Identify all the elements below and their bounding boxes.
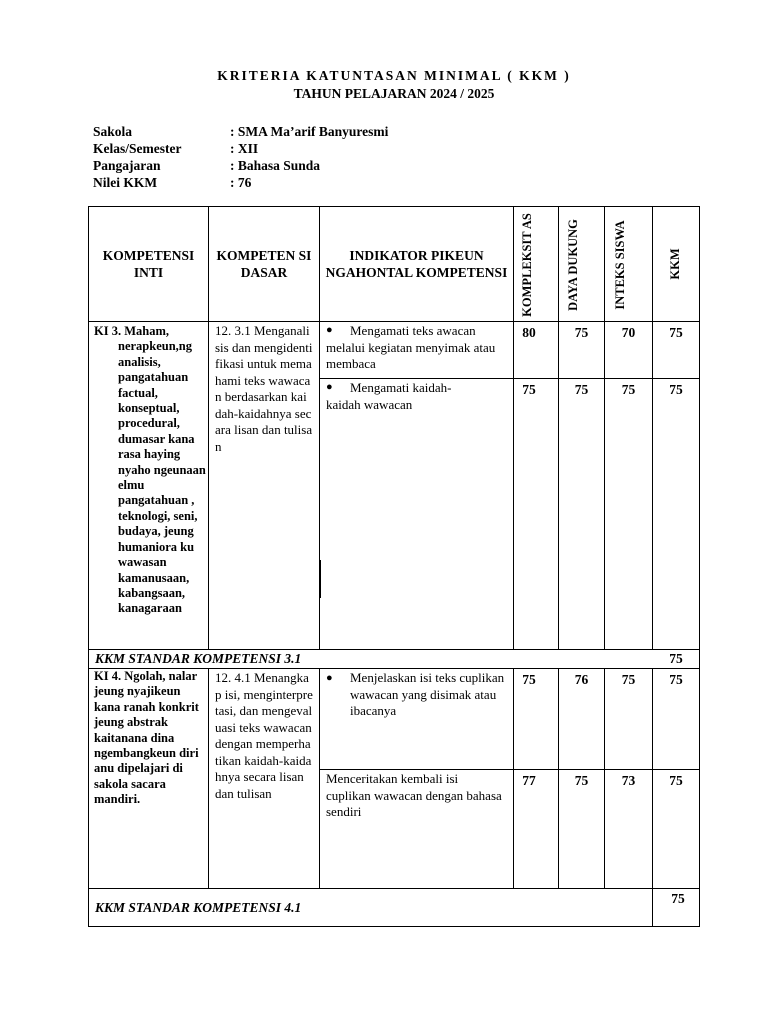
meta-subject xyxy=(93,157,388,174)
meta-kkm-label: Nilei KKM xyxy=(93,175,158,190)
col-komp xyxy=(513,206,514,650)
s1-r2-bullet: ● xyxy=(326,381,333,393)
table-border-bottom xyxy=(88,926,700,927)
meta-class-label: Kelas/Semester xyxy=(93,141,182,156)
s2-r2-kkm: 75 xyxy=(669,773,683,788)
meta-block xyxy=(93,123,388,191)
col-inteks xyxy=(604,206,605,650)
s1-standar-value: 75 xyxy=(669,651,683,666)
header-inteks-siswa: INTEKS SISWA xyxy=(613,220,627,310)
meta-subject-label: Pangajaran xyxy=(93,158,161,173)
s2-r2-daya-dukung: 75 xyxy=(574,773,589,788)
s1-r1-indikator: Mengamati teks awacan melalui kegiatan menyimak atau membaca xyxy=(326,323,496,371)
header-kd-text: KOMPETEN SI DASAR xyxy=(216,248,312,280)
s1-r2-indikator: Mengamati kaidah-kaidah wawacan xyxy=(326,380,452,412)
s2-standar-label: KKM STANDAR KOMPETENSI 4.1 xyxy=(95,900,302,915)
s2-r2-inteks-siswa: 73 xyxy=(621,773,636,788)
s1-r1-kompleksitas: 80 xyxy=(522,325,536,340)
header-kkm: KKM xyxy=(668,248,682,280)
s2-r1-daya-dukung: 76 xyxy=(574,672,589,687)
rule-s2-std-top xyxy=(88,888,700,889)
s1-r2-kkm: 75 xyxy=(669,382,683,397)
s2-r1-indikator: Menjelaskan isi teks cuplikan wawacan yang disimak atau ibacanya xyxy=(350,670,505,718)
rule-header xyxy=(88,321,700,322)
table-border-right xyxy=(699,206,700,927)
s1-r2-daya-dukung: 75 xyxy=(574,382,589,397)
s2-standar-value: 75 xyxy=(671,891,685,906)
header-indikator-text: INDIKATOR PIKEUN NGAHONTAL KOMPETENSI xyxy=(325,248,508,280)
meta-kkm-value: : 76 xyxy=(230,175,252,190)
s2-r1-bullet: ● xyxy=(326,672,333,684)
header-daya-dukung: DAYA DUKUNG xyxy=(566,219,580,311)
s2-r1-inteks-siswa: 75 xyxy=(621,672,636,687)
s1-r1-kkm: 75 xyxy=(669,325,683,340)
rule-s1-std-top xyxy=(88,649,700,650)
meta-subject-value: : Bahasa Sunda xyxy=(230,158,321,173)
s1-r1-bullet: ● xyxy=(326,324,333,336)
s1-r2-inteks-siswa: 75 xyxy=(621,382,636,397)
s1-r2-kompleksitas: 75 xyxy=(522,382,536,397)
meta-class xyxy=(93,140,388,157)
s2-r2-kompleksitas: 77 xyxy=(522,773,536,788)
s2-kd: 12. 4.1 Menangkap isi, menginterpretasi, dan mengevaluasi teks wawacan dengan memperhatikan kaidah-kaidahnya secara lisan dan tulisan xyxy=(215,670,313,801)
header-kompleksitas: KOMPLEKSIT AS xyxy=(520,213,534,317)
stray-mark xyxy=(320,560,321,598)
s1-r1-daya-dukung: 75 xyxy=(574,325,589,340)
col-ind-2 xyxy=(319,668,320,889)
s1-r1-inteks-siswa: 70 xyxy=(621,325,636,340)
s2-r2-indikator: Menceritakan kembali isi cuplikan wawacan dengan bahasa sendiri xyxy=(326,771,502,819)
col-kkm-2 xyxy=(652,668,653,927)
s2-r1-kompleksitas: 75 xyxy=(522,672,536,687)
header-ki xyxy=(89,207,208,321)
s1-standar-label: KKM STANDAR KOMPETENSI 3.1 xyxy=(95,651,302,666)
meta-class-value: : XII xyxy=(230,141,259,156)
header-indikator xyxy=(320,207,513,321)
meta-school-label: Sakola xyxy=(93,124,133,139)
rule-s1-row xyxy=(319,378,700,379)
col-kd-2 xyxy=(208,668,209,889)
meta-school xyxy=(93,123,388,140)
s1-ki: KI 3. Maham, nerapkeun,ng analisis, pangatahuan factual, konseptual, procedural, dumasar kana rasa haying nyaho ngeunaan elmu pangatahuan , teknologi, seni, budaya, jeung humaniora ku wawasan kamanusaan, kabangsaan, kanagaraan xyxy=(94,324,206,616)
rule-s2-row xyxy=(319,769,700,770)
document-title: KRITERIA KATUNTASAN MINIMAL ( KKM ) xyxy=(217,68,571,83)
meta-school-value: : SMA Ma’arif Banyuresmi xyxy=(230,124,389,139)
s2-r1-kkm: 75 xyxy=(669,672,683,687)
meta-kkm xyxy=(93,174,388,191)
document-subtitle: TAHUN PELAJARAN 2024 / 2025 xyxy=(293,86,495,101)
col-daya xyxy=(558,206,559,650)
s1-kd: 12. 3.1 Menganalisis dan mengidentifikasi untuk memahami teks wawacan berdasarkan kaidah-kaidahnya secara lisan dan tulisan xyxy=(215,323,313,454)
header-kd xyxy=(209,207,319,321)
s2-ki: KI 4. Ngolah, nalar jeung nyajikeun kana ranah konkrit jeung abstrak kaitanana dina ngembangkeun diri anu dipelajari di sakola sacara mandiri. xyxy=(94,669,199,807)
header-ki-text: KOMPETENSI INTI xyxy=(102,248,195,280)
col-kkm xyxy=(652,206,653,650)
